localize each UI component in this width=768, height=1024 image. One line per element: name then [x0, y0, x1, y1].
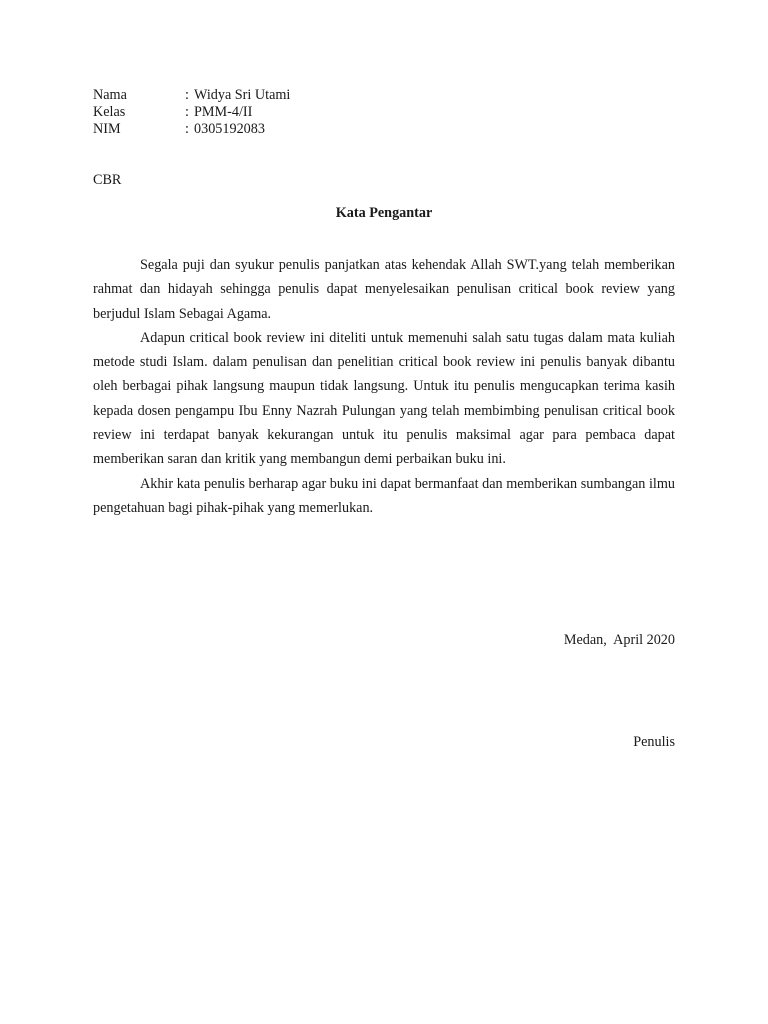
document-title: Kata Pengantar: [335, 205, 433, 221]
identity-row-kelas: [93, 104, 290, 121]
identity-colon: :: [185, 121, 189, 137]
foreword-body: [93, 253, 675, 520]
paragraph: Akhir kata penulis berharap agar buku ini dapat bermanfaat dan memberikan sumbangan ilmu pengetahuan bagi pihak-pihak yang memerlukan.: [93, 475, 675, 516]
identity-label: Kelas: [93, 104, 126, 120]
signer-label: Penulis: [633, 734, 675, 750]
identity-row-nim: [93, 121, 290, 138]
paragraph: Segala puji dan syukur penulis panjatkan atas kehendak Allah SWT.yang telah memberikan rahmat dan hidayah sehingga penulis dapat menyelesaikan penulisan critical book review yang berjudul Islam Sebagai Agama.: [93, 257, 675, 322]
paragraph: Adapun critical book review ini diteliti untuk memenuhi salah satu tugas dalam mata kuliah metode studi Islam. dalam penulisan dan penelitian critical book review ini penulis banyak dibantu oleh berbagai pihak langsung maupun tidak langsung. Untuk itu penulis mengucapkan terima kasih kepada dosen pengampu Ibu Enny Nazrah Pulungan yang telah membimbing penulisan critical book review ini terdapat banyak kekurangan untuk itu penulis maksimal agar para pembaca dapat memberikan saran dan kritik yang membangun demi perbaikan buku ini.: [93, 329, 675, 468]
identity-label: Nama: [93, 87, 127, 103]
identity-value-class: PMM-4/II: [194, 104, 253, 120]
document-code: CBR: [93, 172, 122, 188]
identity-colon: :: [185, 87, 189, 103]
identity-label: NIM: [93, 121, 121, 137]
identity-row-nama: [93, 87, 290, 104]
student-identity-block: [93, 87, 290, 138]
identity-colon: :: [185, 104, 189, 120]
place-date: Medan, April 2020: [563, 632, 675, 648]
identity-value-name: Widya Sri Utami: [194, 87, 291, 103]
identity-value-nim: 0305192083: [194, 121, 265, 137]
